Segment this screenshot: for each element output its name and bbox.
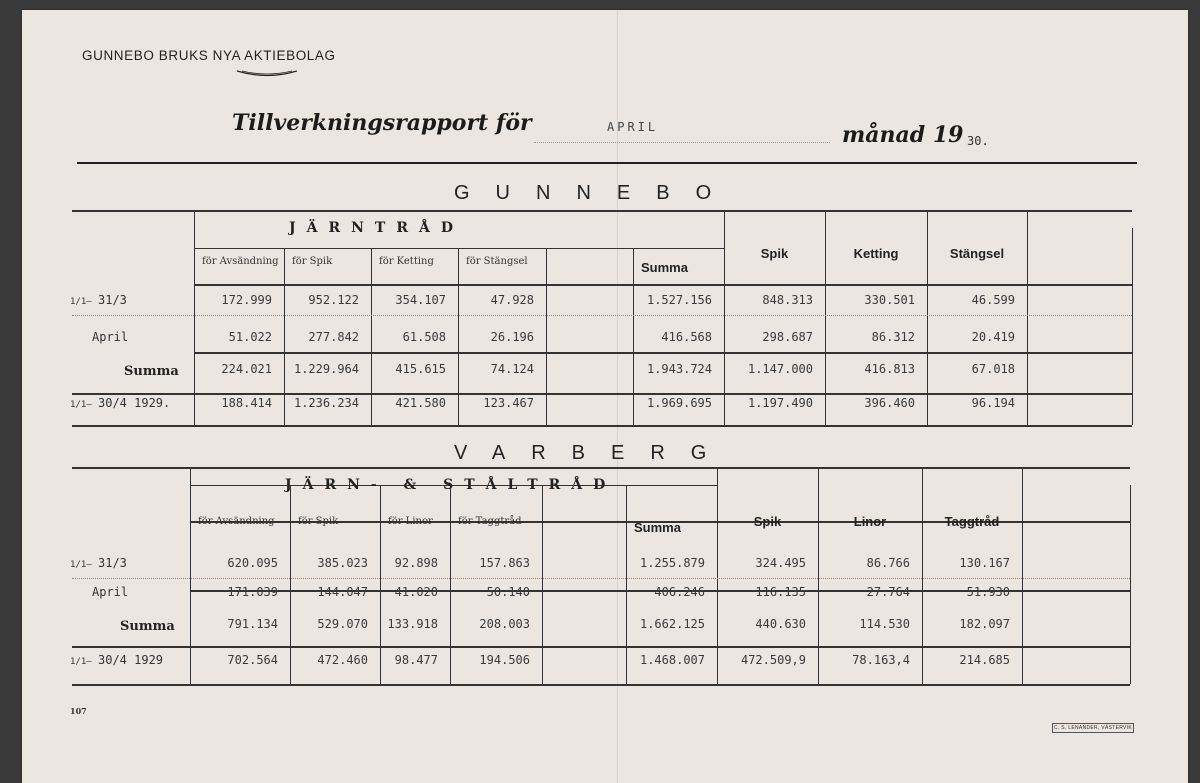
varberg-row-2-cell-0: 791.134 xyxy=(227,617,278,631)
gunnebo-row-3-cell-2: 421.580 xyxy=(395,396,446,410)
varberg-col-line-9 xyxy=(1022,467,1023,684)
gunnebo-subheader-2: för Ketting xyxy=(379,256,434,267)
report-year: 30. xyxy=(967,134,989,148)
varberg-row-0-cell-7: 86.766 xyxy=(866,556,910,570)
gunnebo-group-rule xyxy=(194,248,724,249)
gunnebo-row-2-cell-1: 1.229.964 xyxy=(293,362,359,376)
gunnebo-row-dotted xyxy=(72,315,1132,316)
report-title-suffix: månad 19 xyxy=(842,122,964,148)
gunnebo-col-line-8 xyxy=(927,210,928,425)
gunnebo-row-0-cell-5: 1.527.156 xyxy=(646,293,712,307)
varberg-row-1-cell-1: 144.047 xyxy=(317,585,368,599)
gunnebo-row-1-cell-7: 86.312 xyxy=(871,330,915,344)
varberg-row-3-cell-6: 472.509,9 xyxy=(740,653,806,667)
gunnebo-row-0-cell-3: 47.928 xyxy=(490,293,534,307)
gunnebo-row-3-cell-0: 188.414 xyxy=(221,396,272,410)
varberg-row-1-cell-6: 116.135 xyxy=(755,585,806,599)
gunnebo-bottom-rule xyxy=(72,425,1132,427)
varberg-row-2-cell-6: 440.630 xyxy=(755,617,806,631)
report-sheet xyxy=(22,10,1188,783)
varberg-row-2-cell-2: 133.918 xyxy=(387,617,438,631)
varberg-row-1-label: April xyxy=(92,585,129,599)
varberg-subheader-5: Summa xyxy=(634,520,681,535)
month-fill-line xyxy=(534,142,830,143)
company-underline-ornament xyxy=(237,68,297,78)
gunnebo-row-3-cell-1: 1.236.234 xyxy=(293,396,359,410)
gunnebo-subheader-3: för Stängsel xyxy=(466,256,528,267)
varberg-col-line-0 xyxy=(190,467,191,684)
varberg-row-0-prefix: 1/1— xyxy=(70,560,92,570)
gunnebo-col-line-6 xyxy=(724,210,725,425)
varberg-col-line-6 xyxy=(717,467,718,684)
gunnebo-row-0-cell-6: 848.313 xyxy=(762,293,813,307)
varberg-row-0-cell-0: 620.095 xyxy=(227,556,278,570)
report-month: APRIL xyxy=(607,120,659,134)
gunnebo-row-3-cell-8: 96.194 xyxy=(971,396,1015,410)
title-rule xyxy=(77,162,1137,164)
gunnebo-row-2-cell-5: 1.943.724 xyxy=(646,362,712,376)
gunnebo-extra-header-1: Ketting xyxy=(853,246,899,261)
varberg-subheader-3: för Taggtråd xyxy=(458,516,522,527)
gunnebo-group-header: JÄRNTRÅD xyxy=(289,220,464,236)
gunnebo-row-3-cell-3: 123.467 xyxy=(483,396,534,410)
gunnebo-row-2-cell-8: 67.018 xyxy=(971,362,1015,376)
varberg-row-1-cell-3: 50.140 xyxy=(486,585,530,599)
gunnebo-row-1-cell-0: 51.022 xyxy=(228,330,272,344)
varberg-col-line-4 xyxy=(542,485,543,684)
gunnebo-subheader-5: Summa xyxy=(641,260,688,275)
gunnebo-col-line-9 xyxy=(1027,210,1028,425)
varberg-row-1-cell-0: 171.039 xyxy=(227,585,278,599)
gunnebo-col-line-7 xyxy=(825,210,826,425)
gunnebo-row-0-cell-8: 46.599 xyxy=(971,293,1015,307)
gunnebo-row-2-cell-3: 74.124 xyxy=(490,362,534,376)
varberg-row-3-cell-0: 702.564 xyxy=(227,653,278,667)
gunnebo-right-edge xyxy=(1132,228,1133,425)
gunnebo-summa-rule xyxy=(194,352,1132,354)
varberg-row-3-cell-2: 98.477 xyxy=(394,653,438,667)
gunnebo-row-2-cell-7: 416.813 xyxy=(864,362,915,376)
gunnebo-col-line-4 xyxy=(546,248,547,425)
varberg-row-2-cell-7: 114.530 xyxy=(859,617,910,631)
gunnebo-section-title: GUNNEBO xyxy=(454,182,738,204)
gunnebo-row-1-cell-1: 277.842 xyxy=(308,330,359,344)
gunnebo-row-0-cell-7: 330.501 xyxy=(864,293,915,307)
varberg-col-line-7 xyxy=(818,467,819,684)
varberg-row-2-label: Summa xyxy=(120,619,175,634)
varberg-row-1-cell-7: 27.764 xyxy=(866,585,910,599)
varberg-row-1-cell-2: 41.020 xyxy=(394,585,438,599)
varberg-row-2-cell-3: 208.003 xyxy=(479,617,530,631)
company-name: GUNNEBO BRUKS NYA AKTIEBOLAG xyxy=(82,48,336,63)
varberg-row-3-prefix: 1/1— xyxy=(70,657,92,667)
varberg-row-0-cell-1: 385.023 xyxy=(317,556,368,570)
gunnebo-row-1-cell-3: 26.196 xyxy=(490,330,534,344)
varberg-right-edge xyxy=(1130,485,1131,684)
gunnebo-col-line-0 xyxy=(194,210,195,425)
varberg-col-line-8 xyxy=(922,467,923,684)
gunnebo-row-3-cell-7: 396.460 xyxy=(864,396,915,410)
gunnebo-row-0-cell-0: 172.999 xyxy=(221,293,272,307)
varberg-row-0-cell-5: 1.255.879 xyxy=(639,556,705,570)
varberg-row-1-cell-5: 406.246 xyxy=(654,585,705,599)
gunnebo-row-2-cell-0: 224.021 xyxy=(221,362,272,376)
gunnebo-row-1-cell-6: 298.687 xyxy=(762,330,813,344)
gunnebo-row-3-cell-6: 1.197.490 xyxy=(747,396,813,410)
varberg-extra-header-2: Taggtråd xyxy=(944,514,1000,529)
printer-mark: C. S. LENANDER, VÄSTERVIK xyxy=(1052,723,1134,733)
varberg-group-header: JÄRN- & STÅLTRÅD xyxy=(285,477,617,493)
varberg-extra-header-0: Spik xyxy=(753,514,782,529)
gunnebo-row-1-cell-8: 20.419 xyxy=(971,330,1015,344)
varberg-row-3-cell-3: 194.506 xyxy=(479,653,530,667)
gunnebo-row-2-cell-6: 1.147.000 xyxy=(747,362,813,376)
gunnebo-row-2-cell-2: 415.615 xyxy=(395,362,446,376)
gunnebo-subheader-1: för Spik xyxy=(292,256,333,267)
varberg-row-1-cell-8: 51.930 xyxy=(966,585,1010,599)
page-number: 107 xyxy=(70,706,87,716)
gunnebo-row-1-cell-2: 61.508 xyxy=(402,330,446,344)
gunnebo-header-rule xyxy=(194,284,1132,286)
varberg-row-3-cell-8: 214.685 xyxy=(959,653,1010,667)
varberg-row-0-cell-8: 130.167 xyxy=(959,556,1010,570)
varberg-subheader-0: för Avsändning xyxy=(198,516,275,527)
varberg-row-3-cell-1: 472.460 xyxy=(317,653,368,667)
gunnebo-extra-header-2: Stängsel xyxy=(949,246,1005,261)
varberg-row-0-cell-2: 92.898 xyxy=(394,556,438,570)
varberg-prior-rule xyxy=(72,646,1130,648)
varberg-bottom-rule xyxy=(72,684,1130,686)
varberg-row-2-cell-1: 529.070 xyxy=(317,617,368,631)
varberg-extra-header-1: Linor xyxy=(853,514,887,529)
varberg-top-rule xyxy=(72,467,1130,469)
report-title-prefix: Tillverkningsrapport för xyxy=(232,110,532,136)
gunnebo-row-2-label: Summa xyxy=(124,364,179,379)
gunnebo-row-3-prefix: 1/1— xyxy=(70,400,92,410)
gunnebo-prior-rule xyxy=(72,393,1132,395)
gunnebo-top-rule xyxy=(72,210,1132,212)
varberg-row-0-label: 31/3 xyxy=(98,556,127,570)
varberg-row-dotted xyxy=(72,578,1130,579)
gunnebo-row-3-cell-5: 1.969.695 xyxy=(646,396,712,410)
gunnebo-row-1-cell-5: 416.568 xyxy=(661,330,712,344)
gunnebo-row-0-prefix: 1/1— xyxy=(70,297,92,307)
varberg-section-title: VARBERG xyxy=(454,442,733,464)
varberg-row-3-cell-5: 1.468.007 xyxy=(639,653,705,667)
varberg-row-0-cell-3: 157.863 xyxy=(479,556,530,570)
varberg-row-0-cell-6: 324.495 xyxy=(755,556,806,570)
gunnebo-row-3-label: 30/4 1929. xyxy=(98,396,171,410)
varberg-row-3-cell-7: 78.163,4 xyxy=(852,653,910,667)
varberg-subheader-1: för Spik xyxy=(298,516,339,527)
varberg-row-3-label: 30/4 1929 xyxy=(98,653,164,667)
varberg-row-2-cell-5: 1.662.125 xyxy=(639,617,705,631)
varberg-subheader-2: för Linor xyxy=(388,516,433,527)
gunnebo-row-0-label: 31/3 xyxy=(98,293,127,307)
varberg-row-2-cell-8: 182.097 xyxy=(959,617,1010,631)
gunnebo-extra-header-0: Spik xyxy=(760,246,789,261)
gunnebo-row-0-cell-2: 354.107 xyxy=(395,293,446,307)
gunnebo-subheader-0: för Avsändning xyxy=(202,256,279,267)
gunnebo-row-1-label: April xyxy=(92,330,129,344)
gunnebo-row-0-cell-1: 952.122 xyxy=(308,293,359,307)
